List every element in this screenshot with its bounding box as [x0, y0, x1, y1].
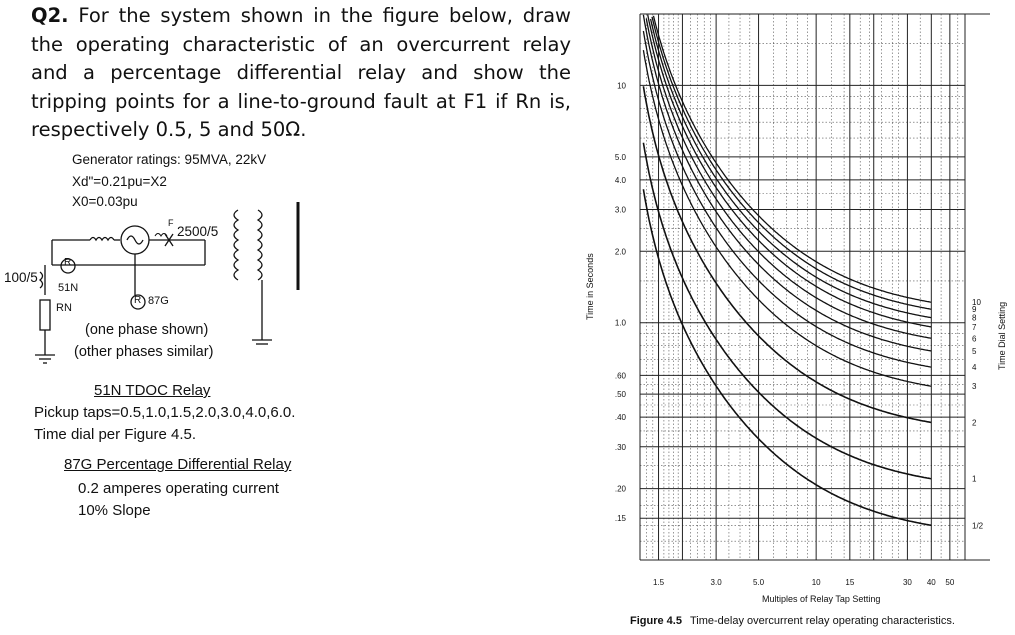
figure-caption	[630, 615, 955, 627]
question-body: For the system shown in the figure below, draw the operating characteristic of an overcurrent relay and a percentage differential relay and show the tripping points for a line-to-ground fault at F1 if Rn is, respectively 0.5, 5 and 50Ω.	[31, 4, 571, 141]
ct-ratio-top: 2500/5	[177, 224, 219, 239]
curve-dial-3	[643, 50, 931, 386]
x-tick-label: 3.0	[710, 578, 722, 587]
resistor-rn	[40, 300, 50, 330]
neutral-ct-symbol	[40, 272, 43, 288]
dial-label-7: 7	[972, 322, 977, 332]
reactance-xd: Xd"=0.21pu=X2	[72, 174, 167, 189]
circuit-diagram	[0, 190, 320, 370]
inductor-symbol	[90, 238, 114, 241]
x-tick-label: 50	[945, 578, 955, 587]
dial-labels	[972, 298, 984, 530]
grid-minor	[640, 14, 965, 560]
y-tick-label: 2.0	[614, 247, 626, 257]
curves	[643, 15, 931, 526]
y-tick-label: .15	[614, 514, 626, 524]
x-tick-label: 30	[902, 578, 912, 587]
y-tick-label: 1.0	[614, 318, 626, 328]
y-tick-label: .50	[614, 390, 626, 400]
rn-label: RN	[56, 302, 72, 314]
reactance-x0: X0=0.03pu	[72, 194, 138, 209]
y-tick-label: 3.0	[614, 205, 626, 215]
dial-label-4: 4	[972, 363, 977, 373]
ct-ratio-left: 100/5	[4, 270, 38, 285]
y-tick-labels	[615, 81, 627, 523]
right-axis-label: Time Dial Setting	[997, 301, 1007, 370]
y-tick-label: .20	[614, 484, 626, 494]
time-dial-note: Time dial per Figure 4.5.	[34, 426, 197, 443]
note-one-phase: (one phase shown)	[85, 322, 209, 338]
question-text	[31, 2, 571, 145]
diff-slope: 10% Slope	[78, 502, 151, 519]
note-other-phases: (other phases similar)	[74, 344, 214, 360]
relay-r-label: R	[64, 257, 72, 268]
x-tick-label: 1.5	[652, 578, 665, 587]
x-tick-label: 15	[845, 578, 855, 587]
overcurrent-chart	[580, 0, 1015, 615]
relay-specification	[34, 380, 295, 522]
y-axis-label: Time in Seconds	[585, 253, 595, 320]
x-tick-label: 5.0	[752, 578, 765, 587]
relay-51n-label: 51N	[58, 282, 79, 294]
tdoc-relay-title: 51N TDOC Relay	[94, 382, 211, 399]
y-tick-label: .60	[614, 371, 626, 381]
diff-relay-title: 87G Percentage Differential Relay	[64, 456, 292, 473]
x-tick-labels	[653, 578, 955, 587]
curve-dial-9	[652, 17, 931, 309]
curve-dial-8	[651, 19, 932, 318]
curve-dial-6	[646, 19, 931, 339]
y-tick-label: 5.0	[614, 152, 626, 162]
y-tick-label: .30	[614, 442, 626, 452]
x-tick-label: 10	[811, 578, 821, 587]
relay-87g-label: 87G	[148, 295, 169, 307]
dial-label-1: 1	[972, 474, 977, 484]
figure-title: Time-delay overcurrent relay operating characteristics.	[689, 615, 955, 627]
y-tick-label: .40	[614, 413, 626, 423]
dial-label-9: 9	[972, 305, 977, 315]
diff-operating-current: 0.2 amperes operating current	[78, 480, 279, 497]
transformer-secondary	[258, 210, 262, 280]
dial-label-8: 8	[972, 313, 977, 323]
dial-label-2: 2	[972, 418, 977, 428]
fault-label: F	[168, 218, 174, 228]
transformer-primary	[234, 210, 238, 280]
dial-label-3: 3	[972, 382, 977, 392]
curve-dial-5	[643, 15, 931, 351]
generator-ratings: Generator ratings: 95MVA, 22kV	[72, 152, 267, 167]
relay-87g-r-label: R	[134, 295, 142, 306]
x-axis-label: Multiples of Relay Tap Setting	[762, 594, 881, 604]
dial-label-6: 6	[972, 334, 977, 344]
x-tick-label: 40	[926, 578, 936, 587]
sine-icon	[127, 236, 143, 244]
figure-label: Figure 4.5	[630, 615, 682, 627]
pickup-taps: Pickup taps=0.5,1.0,1.5,2.0,3.0,4.0,6.0.	[34, 404, 296, 421]
dial-label-1-2: 1/2	[972, 521, 984, 531]
curve-dial-10	[654, 16, 932, 302]
question-number: Q2.	[31, 4, 69, 27]
y-tick-label: 4.0	[614, 175, 626, 185]
dial-label-5: 5	[972, 346, 977, 356]
grid-major	[640, 14, 990, 560]
dial-label-10: 10	[972, 298, 981, 308]
y-tick-label: 10	[617, 81, 626, 91]
